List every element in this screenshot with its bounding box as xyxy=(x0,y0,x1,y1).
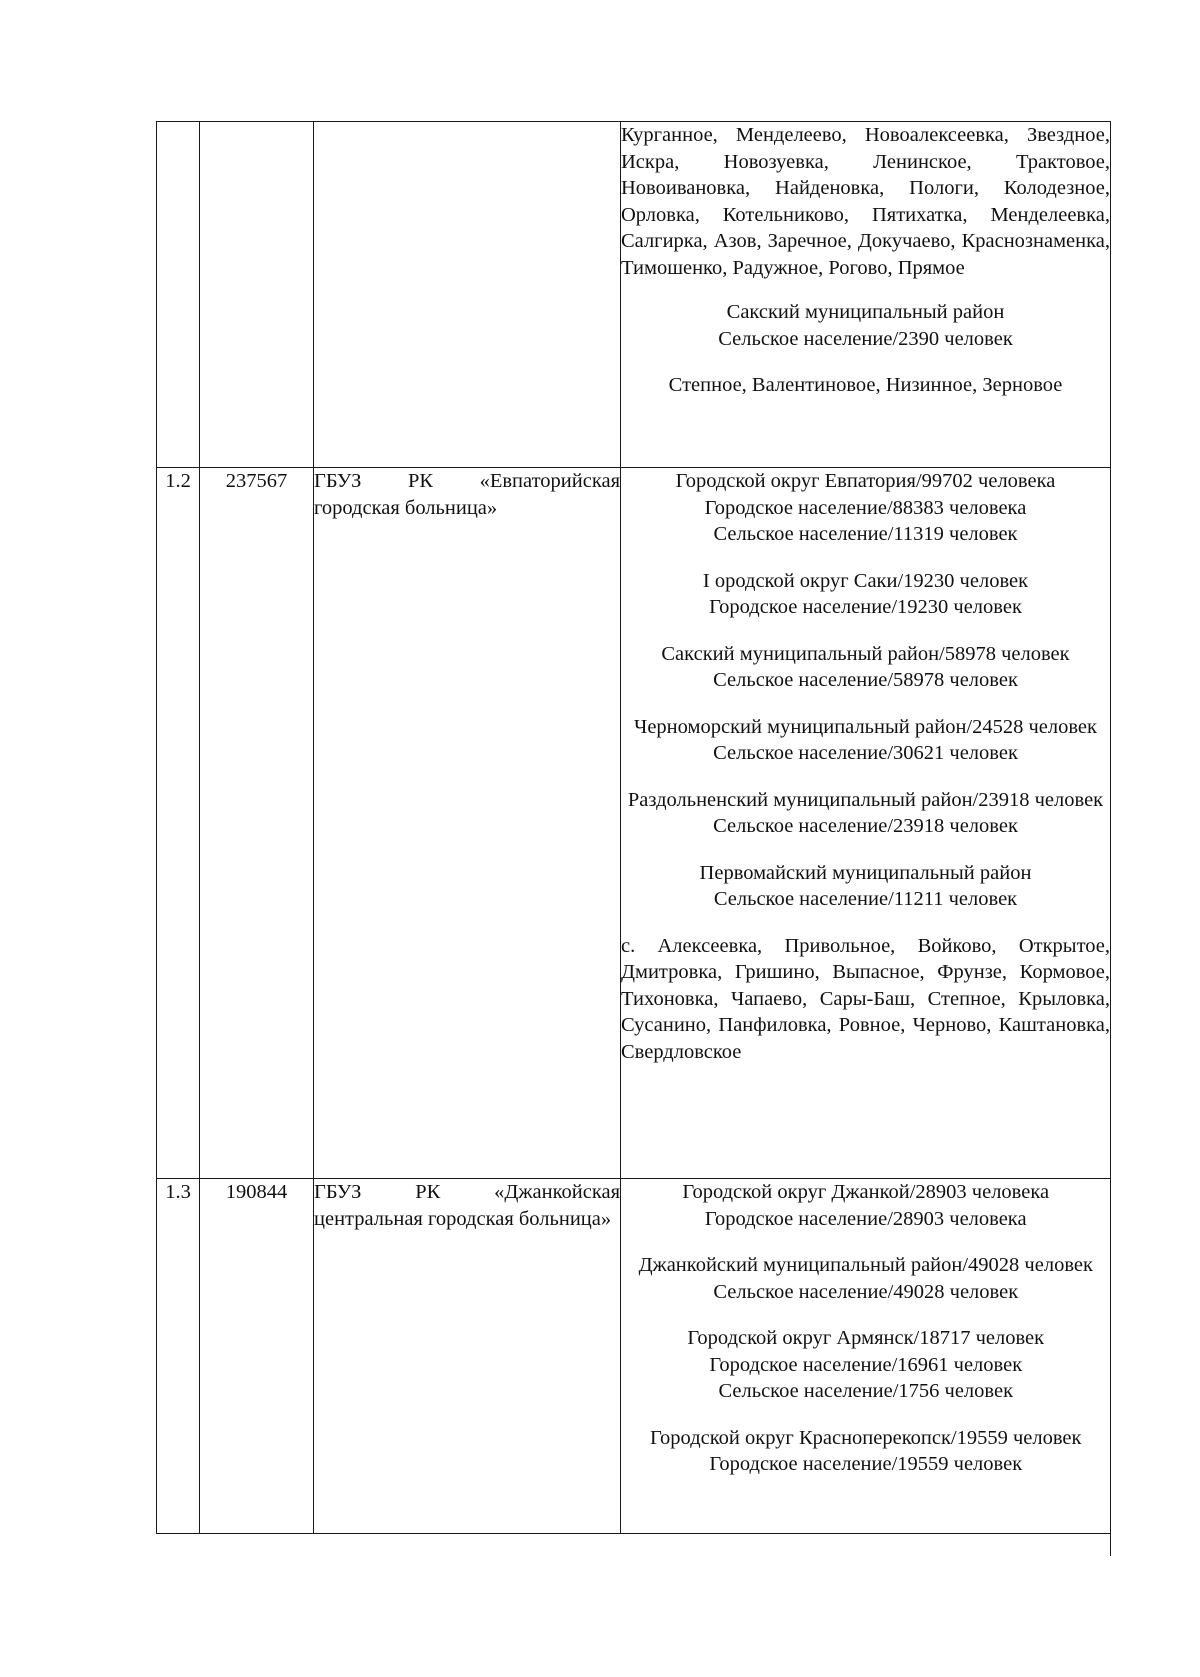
population-block xyxy=(621,1325,1111,1405)
population-cell xyxy=(621,1179,1111,1534)
population-line: Сельское население/1756 человек xyxy=(718,1380,1014,1402)
row-number xyxy=(157,122,200,468)
village-list: Курганное, Менделеево, Новоалексеевка, Звездное, Искра, Новозуевка, Ленинское, Трактовое, Новоивановка, Найденовка, Пологи, Колодезное, Орловка, Котельниково, Пятихатка, Менделеевка, Салгирка, Азов, Заречное, Докучаево, Краснознаменка, Тимошенко, Радужное, Рогово, Прямое xyxy=(621,124,1110,279)
table-row xyxy=(157,468,1111,1179)
population-block xyxy=(621,714,1110,767)
population-block xyxy=(621,1252,1111,1305)
population-cell xyxy=(621,468,1111,1179)
population-cell xyxy=(621,122,1111,468)
population-line: Сельское население/49028 человек xyxy=(713,1280,1019,1303)
population-line: Раздольненский муниципальный район/23918 человек xyxy=(627,788,1104,811)
population-block xyxy=(621,568,1110,621)
population-line: Сакский муниципальный район/58978 человек xyxy=(661,642,1070,665)
right-border-line xyxy=(1110,121,1111,1556)
hospital-population-table xyxy=(156,121,1111,1534)
population-line: Городское население/28903 человека xyxy=(704,1207,1027,1230)
population-block xyxy=(621,1179,1111,1232)
population-line: I ородской округ Саки/19230 человек xyxy=(702,569,1029,592)
population-line: Городской округ Джанкой/28903 человека xyxy=(682,1181,1050,1203)
population-line: Городское население/88383 человека xyxy=(704,496,1027,519)
org-name xyxy=(314,122,621,468)
row-number: 1.3 xyxy=(157,1179,200,1534)
org-code: 237567 xyxy=(200,468,314,1179)
population-block xyxy=(621,299,1110,352)
org-code xyxy=(200,122,314,468)
population-line: Джанкойский муниципальный район/49028 человек xyxy=(638,1254,1093,1276)
population-block xyxy=(621,787,1110,840)
population-line: Городское население/16961 человек xyxy=(709,1353,1023,1376)
population-line: Городской округ Красноперекопск/19559 человек xyxy=(649,1426,1082,1449)
village-list: с. Алексеевка, Привольное, Войково, Открытое, Дмитровка, Гришино, Выпасное, Фрунзе, Кормовое, Тихоновка, Чапаево, Сары-Баш, Степное, Крыловка, Сусанино, Панфиловка, Ровное, Черново, Каштановка, Свердловское xyxy=(621,934,1110,1063)
population-line: Первомайский муниципальный район xyxy=(699,861,1032,884)
population-block xyxy=(621,641,1110,694)
population-line: Сельское население/23918 человек xyxy=(713,815,1018,837)
table-row xyxy=(157,1179,1111,1534)
population-line: Сельское население/11319 человек xyxy=(713,523,1018,545)
row-number: 1.2 xyxy=(157,468,200,1179)
table-row xyxy=(157,122,1111,468)
org-code: 190844 xyxy=(200,1179,314,1534)
village-list: Степное, Валентиновое, Низинное, Зерновое xyxy=(668,374,1063,396)
population-line: Городской округ Евпатория/99702 человека xyxy=(675,470,1056,492)
population-block xyxy=(621,468,1110,548)
population-line: Сельское население/58978 человек xyxy=(713,669,1018,691)
population-line: Сельское население/2390 человек xyxy=(718,327,1013,350)
population-line: Черноморский муниципальный район/24528 человек xyxy=(634,715,1097,738)
org-name: ГБУЗ РК «Евпаторийская городская больница» xyxy=(314,468,621,1179)
population-block xyxy=(621,860,1110,913)
population-line: Сельское население/30621 человек xyxy=(713,742,1018,764)
population-line: Городское население/19230 человек xyxy=(709,596,1022,618)
population-line: Сакский муниципальный район xyxy=(726,301,1005,323)
table-body xyxy=(157,122,1111,1534)
population-line: Городской округ Армянск/18717 человек xyxy=(687,1327,1045,1349)
population-line: Городское население/19559 человек xyxy=(709,1453,1023,1475)
population-line: Сельское население/11211 человек xyxy=(713,888,1018,910)
org-name: ГБУЗ РК «Джанкойская центральная городская больница» xyxy=(314,1179,621,1534)
population-block xyxy=(621,1425,1111,1478)
